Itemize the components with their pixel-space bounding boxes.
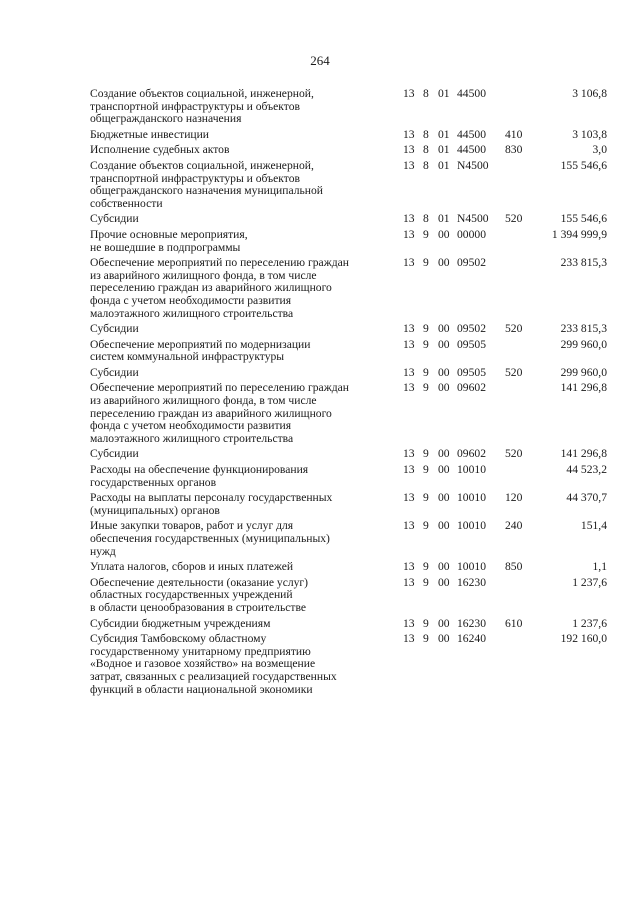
code-om: 00 — [438, 447, 450, 461]
code-om: 01 — [438, 143, 450, 157]
row-name: Субсидии — [90, 365, 139, 379]
code-dir: 10010 — [457, 560, 486, 574]
code-gp: 13 — [403, 447, 415, 461]
row-name: Обеспечение деятельности (оказание услуг) областных государственных учреждений в области ценообразования в строительстве — [90, 575, 309, 614]
amount: 233 815,3 — [560, 322, 607, 336]
code-gp: 13 — [403, 322, 415, 336]
code-om: 00 — [438, 322, 450, 336]
table-row — [0, 229, 640, 254]
expense-type-code: 520 — [505, 212, 523, 226]
row-name: Прочие основные мероприятия, не вошедшие в подпрограммы — [90, 227, 248, 254]
row-name: Обеспечение мероприятий по переселению граждан из аварийного жилищного фонда, в том числе переселению граждан из аварийного жилищного фонда с учетом необходимости развития малоэтажного жилищного строительства — [90, 381, 349, 445]
code-gp: 13 — [403, 381, 415, 395]
code-om: 00 — [438, 632, 450, 646]
page-number: 264 — [310, 53, 330, 68]
code-pp: 8 — [423, 127, 429, 141]
code-pp: 8 — [423, 143, 429, 157]
code-om: 00 — [438, 616, 450, 630]
code-dir: 09505 — [457, 365, 486, 379]
code-gp: 13 — [403, 616, 415, 630]
amount: 141 296,8 — [560, 447, 607, 461]
table-row — [0, 144, 640, 157]
code-pp: 9 — [423, 519, 429, 533]
code-dir: 00000 — [457, 227, 486, 241]
row-name: Субсидии — [90, 212, 139, 226]
amount: 151,4 — [580, 519, 607, 533]
code-gp: 13 — [403, 256, 415, 270]
code-gp: 13 — [403, 575, 415, 589]
code-pp: 9 — [423, 322, 429, 336]
row-name: Расходы на выплаты персоналу государственных (муниципальных) органов — [90, 491, 333, 517]
row-name: Создание объектов социальной, инженерной, транспортной инфраструктуры и объектов общегражданского назначения — [90, 87, 314, 126]
code-pp: 9 — [423, 575, 429, 589]
code-gp: 13 — [403, 560, 415, 574]
code-om: 00 — [438, 337, 450, 351]
code-gp: 13 — [403, 519, 415, 533]
code-pp: 9 — [423, 381, 429, 395]
code-dir: 09502 — [457, 322, 486, 336]
row-name: Уплата налогов, сборов и иных платежей — [90, 560, 294, 574]
table-row — [0, 561, 640, 574]
code-pp: 9 — [423, 447, 429, 461]
amount: 299 960,0 — [560, 337, 607, 351]
code-om: 01 — [438, 87, 450, 100]
code-om: 00 — [438, 575, 450, 589]
table-row — [0, 448, 640, 461]
code-gp: 13 — [403, 463, 415, 477]
table-row — [0, 323, 640, 336]
amount: 1 237,6 — [572, 575, 607, 589]
code-pp: 9 — [423, 560, 429, 574]
code-pp: 8 — [423, 212, 429, 226]
code-dir: 09602 — [457, 447, 486, 461]
code-gp: 13 — [403, 491, 415, 505]
table-row — [0, 464, 640, 489]
code-dir: N4500 — [457, 158, 489, 172]
table-row — [0, 213, 640, 226]
amount: 3 103,8 — [572, 127, 607, 141]
code-dir: 09502 — [457, 256, 486, 270]
code-pp: 9 — [423, 616, 429, 630]
code-dir: 44500 — [457, 127, 486, 141]
code-gp: 13 — [403, 365, 415, 379]
amount: 3,0 — [592, 143, 607, 157]
amount: 44 370,7 — [566, 491, 607, 505]
row-name: Обеспечение мероприятий по модернизации систем коммунальной инфраструктуры — [90, 337, 311, 364]
code-gp: 13 — [403, 227, 415, 241]
amount: 299 960,0 — [560, 365, 607, 379]
code-dir: 10010 — [457, 463, 486, 477]
code-dir: N4500 — [457, 212, 489, 226]
code-dir: 16240 — [457, 632, 486, 646]
code-gp: 13 — [403, 127, 415, 141]
code-om: 00 — [438, 560, 450, 574]
code-om: 00 — [438, 491, 450, 505]
code-om: 01 — [438, 158, 450, 172]
code-gp: 13 — [403, 158, 415, 172]
code-gp: 13 — [403, 632, 415, 646]
code-gp: 13 — [403, 212, 415, 226]
row-name: Субсидия Тамбовскому областному государственному унитарному предприятию «Водное и газовое хозяйство» на возмещение затрат, связанных с реализацией государственных функций в области национальной экономики — [90, 632, 337, 696]
table-row — [0, 129, 640, 142]
amount: 155 546,6 — [560, 158, 607, 172]
row-name: Бюджетные инвестиции — [90, 127, 210, 141]
expense-type-code: 520 — [505, 447, 523, 461]
amount: 141 296,8 — [560, 381, 607, 395]
row-name: Расходы на обеспечение функционирования государственных органов — [90, 463, 309, 489]
table-row — [0, 492, 640, 517]
code-dir: 16230 — [457, 616, 486, 630]
table-row — [0, 257, 640, 320]
amount: 3 106,8 — [572, 87, 607, 100]
table-row — [0, 88, 640, 126]
code-pp: 9 — [423, 463, 429, 477]
table-row — [0, 520, 640, 558]
table-row — [0, 618, 640, 631]
code-om: 00 — [438, 365, 450, 379]
expense-type-code: 850 — [505, 560, 523, 574]
row-name: Иные закупки товаров, работ и услуг для обеспечения государственных (муниципальных) нужд — [90, 519, 330, 558]
code-om: 00 — [438, 256, 450, 270]
amount: 44 523,2 — [566, 463, 607, 477]
code-om: 01 — [438, 127, 450, 141]
code-pp: 9 — [423, 491, 429, 505]
expense-type-code: 120 — [505, 491, 523, 505]
table-row — [0, 633, 640, 696]
row-name: Субсидии — [90, 322, 139, 336]
row-name: Субсидии — [90, 447, 139, 461]
code-dir: 44500 — [457, 87, 486, 100]
code-pp: 9 — [423, 365, 429, 379]
row-name: Субсидии бюджетным учреждениям — [90, 616, 271, 630]
code-om: 00 — [438, 381, 450, 395]
code-dir: 10010 — [457, 491, 486, 505]
table-row — [0, 160, 640, 210]
code-pp: 9 — [423, 337, 429, 351]
code-om: 01 — [438, 212, 450, 226]
code-dir: 10010 — [457, 519, 486, 533]
expense-type-code: 830 — [505, 143, 523, 157]
code-pp: 9 — [423, 256, 429, 270]
amount: 1 237,6 — [572, 616, 607, 630]
code-pp: 9 — [423, 227, 429, 241]
expense-type-code: 410 — [505, 127, 523, 141]
expense-type-code: 520 — [505, 365, 523, 379]
amount: 233 815,3 — [560, 256, 607, 270]
code-pp: 8 — [423, 158, 429, 172]
code-om: 00 — [438, 463, 450, 477]
code-om: 00 — [438, 519, 450, 533]
code-gp: 13 — [403, 337, 415, 351]
code-dir: 16230 — [457, 575, 486, 589]
code-pp: 8 — [423, 87, 429, 100]
amount: 192 160,0 — [560, 632, 607, 646]
amount: 1,1 — [592, 560, 607, 574]
code-dir: 09602 — [457, 381, 486, 395]
expense-type-code: 240 — [505, 519, 523, 533]
row-name: Создание объектов социальной, инженерной, транспортной инфраструктуры и объектов общегражданского назначения муниципальной собственности — [90, 158, 323, 210]
budget-table — [0, 88, 640, 699]
code-gp: 13 — [403, 143, 415, 157]
expense-type-code: 520 — [505, 322, 523, 336]
row-name: Исполнение судебных актов — [90, 143, 230, 157]
table-row — [0, 367, 640, 380]
code-pp: 9 — [423, 632, 429, 646]
row-name: Обеспечение мероприятий по переселению граждан из аварийного жилищного фонда, в том числе переселению граждан из аварийного жилищного фонда с учетом необходимости развития малоэтажного жилищного строительства — [90, 256, 349, 320]
code-dir: 44500 — [457, 143, 486, 157]
code-om: 00 — [438, 227, 450, 241]
amount: 155 546,6 — [560, 212, 607, 226]
code-gp: 13 — [403, 87, 415, 100]
amount: 1 394 999,9 — [551, 227, 607, 241]
expense-type-code: 610 — [505, 616, 523, 630]
table-row — [0, 339, 640, 364]
table-row — [0, 382, 640, 445]
code-dir: 09505 — [457, 337, 486, 351]
table-row — [0, 577, 640, 615]
